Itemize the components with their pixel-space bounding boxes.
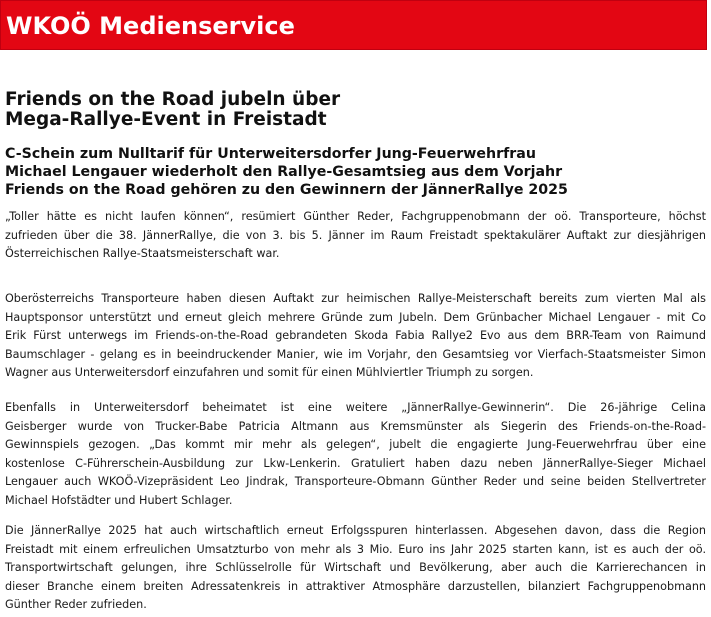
paragraph-line: Wagner aus Unterweitersdorf einzufahren und somit für einen Mühlviertler Triumph zu sorgen. xyxy=(5,366,534,379)
paragraph-line: Freistadt mit einem erfreulichen Umsatzturbo von mehr als 3 Mio. Euro ins Jahr 2025 starten kann, ist es auch der oö. xyxy=(5,542,706,556)
paragraph-line: Transportwirtschaft gelungen, ihre Schlüsselrolle für Wirtschaft und Bevölkerung, aber auch die Karrierechancen in xyxy=(5,561,706,574)
paragraph-line: Günther Reder zufrieden. xyxy=(5,598,147,611)
paragraph-line: Geisberger wurde von Trucker-Babe Patricia Altmann aus Kremsmünster als Siegerin des Friends-on-the-Road- xyxy=(5,419,706,433)
article-paragraph-2 xyxy=(5,290,706,383)
article-paragraph-3 xyxy=(5,399,706,510)
paragraph-line: Hauptsponsor unterstützt und erneut gleich mehrere Gründe zum Jubeln. Dem Grünbacher Michael Lengauer - mit Co xyxy=(5,310,706,324)
paragraph-line: Lengauer auch WKOÖ-Vizepräsident Leo Jindrak, Transporteure-Obmann Günther Reder und seine beiden Stellvertreter xyxy=(5,475,706,488)
article-paragraph-1 xyxy=(5,208,706,264)
paragraph-line: Erik Fürst unterwegs im Friends-on-the-Road gebrandeten Skoda Fabia Rallye2 Evo aus dem BRR-Team von Raimund xyxy=(5,329,706,342)
paragraph-line: Ebenfalls in Unterweitersdorf beheimatet ist eine weitere „JännerRallye-Gewinnerin“. Die 26-jährige Celina xyxy=(5,401,706,414)
header-bar xyxy=(0,0,707,50)
subheadline-line: Michael Lengauer wiederholt den Rallye-Gesamtsieg aus dem Vorjahr xyxy=(5,164,563,180)
paragraph-line: dieser Branche einem breiten Adressatenkreis in attraktiver Atmosphäre darzustellen, bilanziert Fachgruppenobmann xyxy=(5,579,706,593)
subheadline-line: Friends on the Road gehören zu den Gewinnern der JännerRallye 2025 xyxy=(5,182,568,198)
paragraph-line: Die JännerRallye 2025 hat auch wirtschaftlich erneut Erfolgsspuren hinterlassen. Abgesehen davon, dass die Region xyxy=(5,524,706,537)
paragraph-line: Gewinnspiels gezogen. „Das kommt mir mehr als gelegen“, jubelt die engagierte Jung-Feuerwehrfrau über eine xyxy=(5,438,706,451)
paragraph-line: Oberösterreichs Transporteure haben diesen Auftakt zur heimischen Rallye-Meisterschaft bereits zum vierten Mal als xyxy=(5,292,706,305)
headline-line: Mega-Rallye-Event in Freistadt xyxy=(5,109,327,130)
headline-line: Friends on the Road jubeln über xyxy=(5,89,341,110)
paragraph-line: Österreichischen Rallye-Staatsmeisterschaft war. xyxy=(5,247,280,260)
paragraph-line: „Toller hätte es nicht laufen können“, resümiert Günther Reder, Fachgruppenobmann der oö. Transporteure, höchst xyxy=(5,210,706,223)
article-subheadline xyxy=(5,145,568,199)
article-headline xyxy=(5,90,340,130)
article-paragraph-4 xyxy=(5,522,706,615)
paragraph-line: zufrieden über die 38. JännerRallye, die von 3. bis 5. Jänner im Raum Freistadt spektakulärer Auftakt zur diesjährigen xyxy=(5,228,706,242)
subheadline-line: C-Schein zum Nulltarif für Unterweitersdorfer Jung-Feuerwehrfrau xyxy=(5,146,536,162)
paragraph-line: kostenlose C-Führerschein-Ausbildung zur Lkw-Lenkerin. Gratuliert haben dazu neben JännerRallye-Sieger Michael xyxy=(5,456,706,470)
header-title: WKOÖ Medienservice xyxy=(6,12,295,40)
paragraph-line: Michael Hofstädter und Hubert Schlager. xyxy=(5,493,233,507)
paragraph-line: Baumschlager - gelang es in beeindruckender Manier, wie im Vorjahr, den Gesamtsieg vor Vierfach-Staatsmeister Simon xyxy=(5,347,706,361)
